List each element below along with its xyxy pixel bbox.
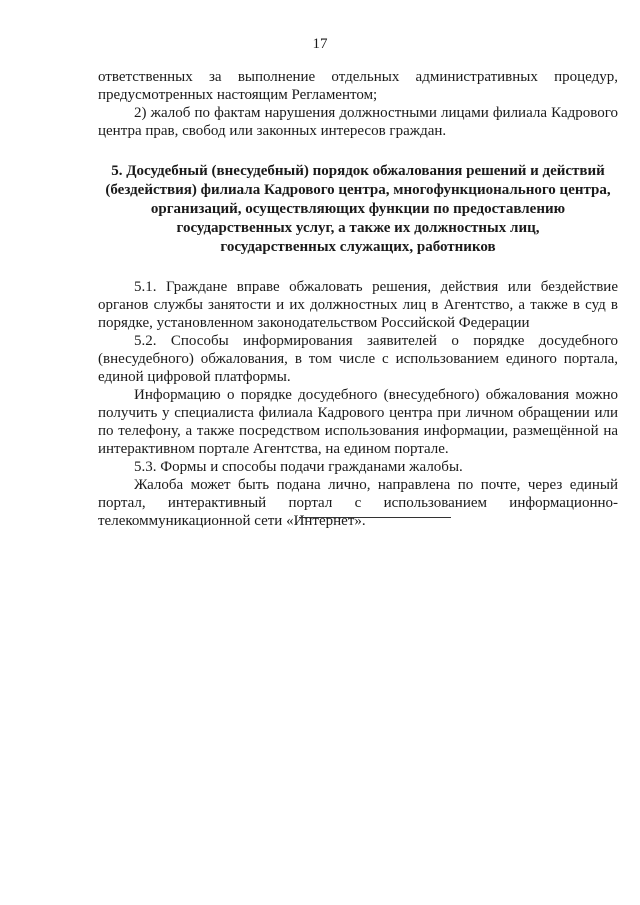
paragraph-5-1: 5.1. Граждане вправе обжаловать решения, действия или бездействие органов службы занятости и их должностных лиц в Агентство, а также в суд в порядке, установленном законодательством Российской Федерации xyxy=(98,279,618,331)
item1-continuation: ответственных за выполнение отдельных административных процедур, предусмотренных настоящим Регламентом; xyxy=(98,69,618,103)
heading-line: 5. Досудебный (внесудебный) порядок обжалования решений и действий xyxy=(111,163,605,179)
paragraph-5-3: 5.3. Формы и способы подачи гражданами жалобы. xyxy=(134,459,463,475)
end-divider xyxy=(299,517,451,518)
page-number: 17 xyxy=(312,36,328,52)
heading-line: государственных услуг, а также их должностных лиц, xyxy=(176,220,540,236)
document-body xyxy=(98,68,618,530)
paragraph-5-2: 5.2. Способы информирования заявителей о порядке досудебного (внесудебного) обжалования, в том числе с использованием единого портала, единой цифровой платформы. xyxy=(98,333,618,385)
paragraph-complaint: Жалоба может быть подана лично, направлена по почте, через единый портал, интерактивный портал с использованием информационно-телекоммуникационной сети «Интернет». xyxy=(98,477,618,529)
section-5-heading xyxy=(98,162,618,257)
paragraph-info: Информацию о порядке досудебного (внесудебного) обжалования можно получить у специалиста филиала Кадрового центра при личном обращении или по телефону, а также посредством использования информации, размещённой на интерактивном портале Агентства, на едином портале. xyxy=(98,387,618,457)
heading-line: организаций, осуществляющих функции по предоставлению xyxy=(150,201,566,217)
heading-line: (бездействия) филиала Кадрового центра, многофункционального центра, xyxy=(105,182,611,198)
heading-line: государственных служащих, работников xyxy=(220,239,496,255)
item2-paragraph: 2) жалоб по фактам нарушения должностными лицами филиала Кадрового центра прав, свобод или законных интересов граждан. xyxy=(98,105,618,139)
